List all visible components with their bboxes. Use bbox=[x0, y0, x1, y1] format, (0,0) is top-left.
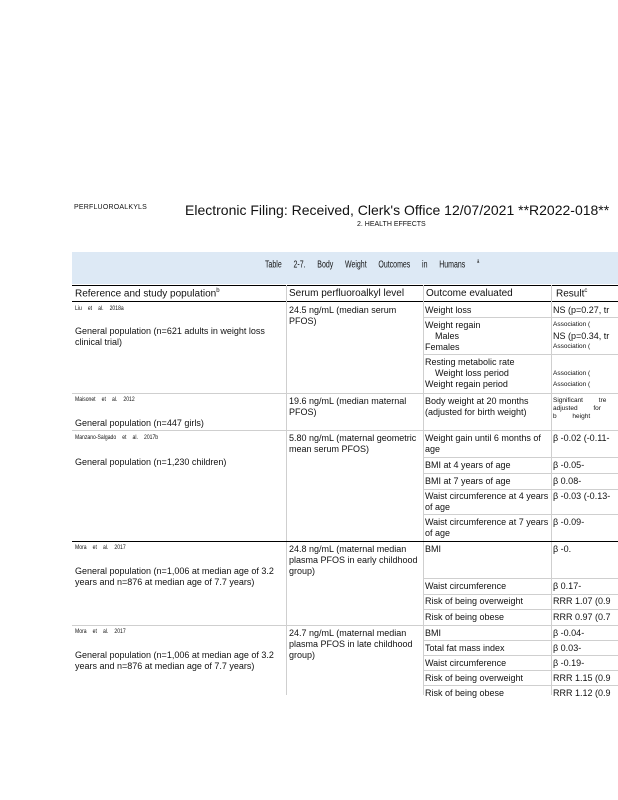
row-population: General population (n=621 adults in weight loss clinical trial) bbox=[75, 326, 265, 347]
row-population: General population (n=1,006 at median age of 3.2 years and n=876 at median age of 7.7 years) bbox=[75, 650, 274, 671]
outcome-result: β -0.02 (-0.11- bbox=[553, 433, 610, 443]
outcome-label: Risk of being obese bbox=[425, 612, 505, 622]
header-bottom-rule bbox=[72, 301, 618, 302]
cell-rule bbox=[424, 609, 618, 610]
table-title: Table 2-7. Body Weight Outcomes in Humans $^a$ bbox=[265, 259, 480, 271]
cell-rule bbox=[424, 457, 618, 458]
outcome-result: β -0.03 (-0.13- bbox=[553, 491, 611, 501]
outcome-result: β 0.03- bbox=[553, 643, 582, 653]
cell-rule bbox=[424, 354, 618, 355]
header-top-rule bbox=[72, 285, 618, 286]
outcome-result: Association ( bbox=[553, 370, 591, 377]
row-population: General population (n=1,006 at median age of 3.2 years and n=876 at median age of 7.7 years) bbox=[75, 566, 274, 587]
outcome-label: Total fat mass index bbox=[425, 643, 505, 653]
cell-rule bbox=[424, 489, 618, 490]
cell-rule bbox=[424, 594, 618, 595]
outcome-label: Females bbox=[425, 342, 460, 352]
column-divider bbox=[423, 285, 424, 695]
outcome-result: Significant tre adjusted for b height bbox=[553, 397, 607, 420]
outcome-label: BMI bbox=[425, 628, 442, 638]
cell-rule bbox=[424, 670, 618, 671]
outcome-label: Weight regain period bbox=[425, 379, 508, 389]
outcome-result: β -0.09- bbox=[553, 517, 585, 527]
cell-rule bbox=[424, 473, 618, 474]
row-population: General population (n=447 girls) bbox=[75, 418, 204, 428]
row-serum-level: 5.80 ng/mL (maternal geometric mean serum PFOS) bbox=[289, 433, 417, 454]
outcome-label: Waist circumference bbox=[425, 658, 507, 668]
row-serum-level: 24.7 ng/mL (maternal median plasma PFOS in late childhood group) bbox=[289, 628, 413, 660]
outcome-result: β -0.04- bbox=[553, 628, 585, 638]
outcome-result: β 0.17- bbox=[553, 581, 582, 591]
outcome-result: Association ( bbox=[553, 321, 591, 328]
outcome-result: Association ( bbox=[553, 343, 591, 350]
cell-rule bbox=[424, 317, 618, 318]
row-rule bbox=[72, 393, 618, 394]
row-citation: Manzano-Salgado et al. 2017b bbox=[75, 434, 159, 441]
outcome-label: Body weight at 20 months (adjusted for birth weight) bbox=[425, 396, 529, 417]
row-citation: Mora et al. 2017 bbox=[75, 544, 126, 551]
row-serum-level: 19.6 ng/mL (median maternal PFOS) bbox=[289, 396, 407, 417]
outcome-result: Association ( bbox=[553, 381, 591, 388]
cell-rule bbox=[424, 578, 618, 579]
outcome-result: RRR 1.07 (0.9 bbox=[553, 596, 611, 606]
outcome-label: Weight loss period bbox=[435, 368, 509, 378]
outcome-label: Males bbox=[435, 331, 460, 341]
running-head: PERFLUOROALKYLS bbox=[74, 204, 148, 211]
outcome-result: β -0.05- bbox=[553, 460, 585, 470]
row-rule bbox=[72, 430, 618, 431]
outcome-result: RRR 1.15 (0.9 bbox=[553, 673, 611, 683]
row-citation: Maisonet et al. 2012 bbox=[75, 396, 135, 403]
row-citation: Mora et al. 2017 bbox=[75, 628, 126, 635]
cell-rule bbox=[424, 640, 618, 641]
outcome-result: RRR 0.97 (0.7 bbox=[553, 612, 611, 622]
outcome-result: β 0.08- bbox=[553, 476, 582, 486]
outcome-label: Resting metabolic rate bbox=[425, 357, 515, 367]
outcome-result: β -0. bbox=[553, 544, 572, 554]
cell-rule bbox=[424, 655, 618, 656]
outcome-result: RRR 1.12 (0.9 bbox=[553, 688, 611, 698]
outcome-label: BMI bbox=[425, 544, 442, 554]
outcome-label: Weight regain bbox=[425, 320, 481, 330]
outcome-result: NS (p=0.27, tr bbox=[553, 305, 610, 315]
row-rule bbox=[72, 625, 618, 626]
outcome-result: β -0.19- bbox=[553, 658, 585, 668]
cell-rule bbox=[424, 685, 618, 686]
outcome-label: Risk of being overweight bbox=[425, 673, 524, 683]
cell-rule bbox=[424, 514, 618, 515]
row-citation: Liu et al. 2018a bbox=[75, 305, 124, 312]
row-serum-level: 24.5 ng/mL (median serum PFOS) bbox=[289, 305, 397, 326]
outcome-label: Weight loss bbox=[425, 305, 472, 315]
outcome-label: Risk of being overweight bbox=[425, 596, 524, 606]
col-header-result: Result$^c$ bbox=[556, 288, 588, 300]
row-serum-level: 24.8 ng/mL (maternal median plasma PFOS in early childhood group) bbox=[289, 544, 418, 576]
outcome-label: Risk of being obese bbox=[425, 688, 505, 698]
chapter-heading: 2. HEALTH EFFECTS bbox=[357, 221, 426, 228]
row-population: General population (n=1,230 children) bbox=[75, 457, 227, 467]
column-divider bbox=[286, 285, 287, 695]
outcome-label: Waist circumference bbox=[425, 581, 507, 591]
outcome-result: NS (p=0.34, tr bbox=[553, 331, 610, 341]
col-header-reference: Reference and study population$^b$ bbox=[75, 288, 220, 300]
filing-stamp: Electronic Filing: Received, Clerk's Office 12/07/2021 **R2022-018** bbox=[185, 202, 610, 218]
outcome-label: BMI at 7 years of age bbox=[425, 476, 511, 486]
outcome-label: Weight gain until 6 months of age bbox=[425, 433, 541, 454]
col-header-outcome: Outcome evaluated bbox=[426, 288, 513, 299]
row-rule bbox=[72, 541, 618, 542]
outcome-label: Waist circumference at 7 years of age bbox=[425, 517, 549, 538]
outcome-label: Waist circumference at 4 years of age bbox=[425, 491, 549, 512]
col-header-serum: Serum perfluoroalkyl level bbox=[289, 288, 405, 299]
outcome-label: BMI at 4 years of age bbox=[425, 460, 511, 470]
